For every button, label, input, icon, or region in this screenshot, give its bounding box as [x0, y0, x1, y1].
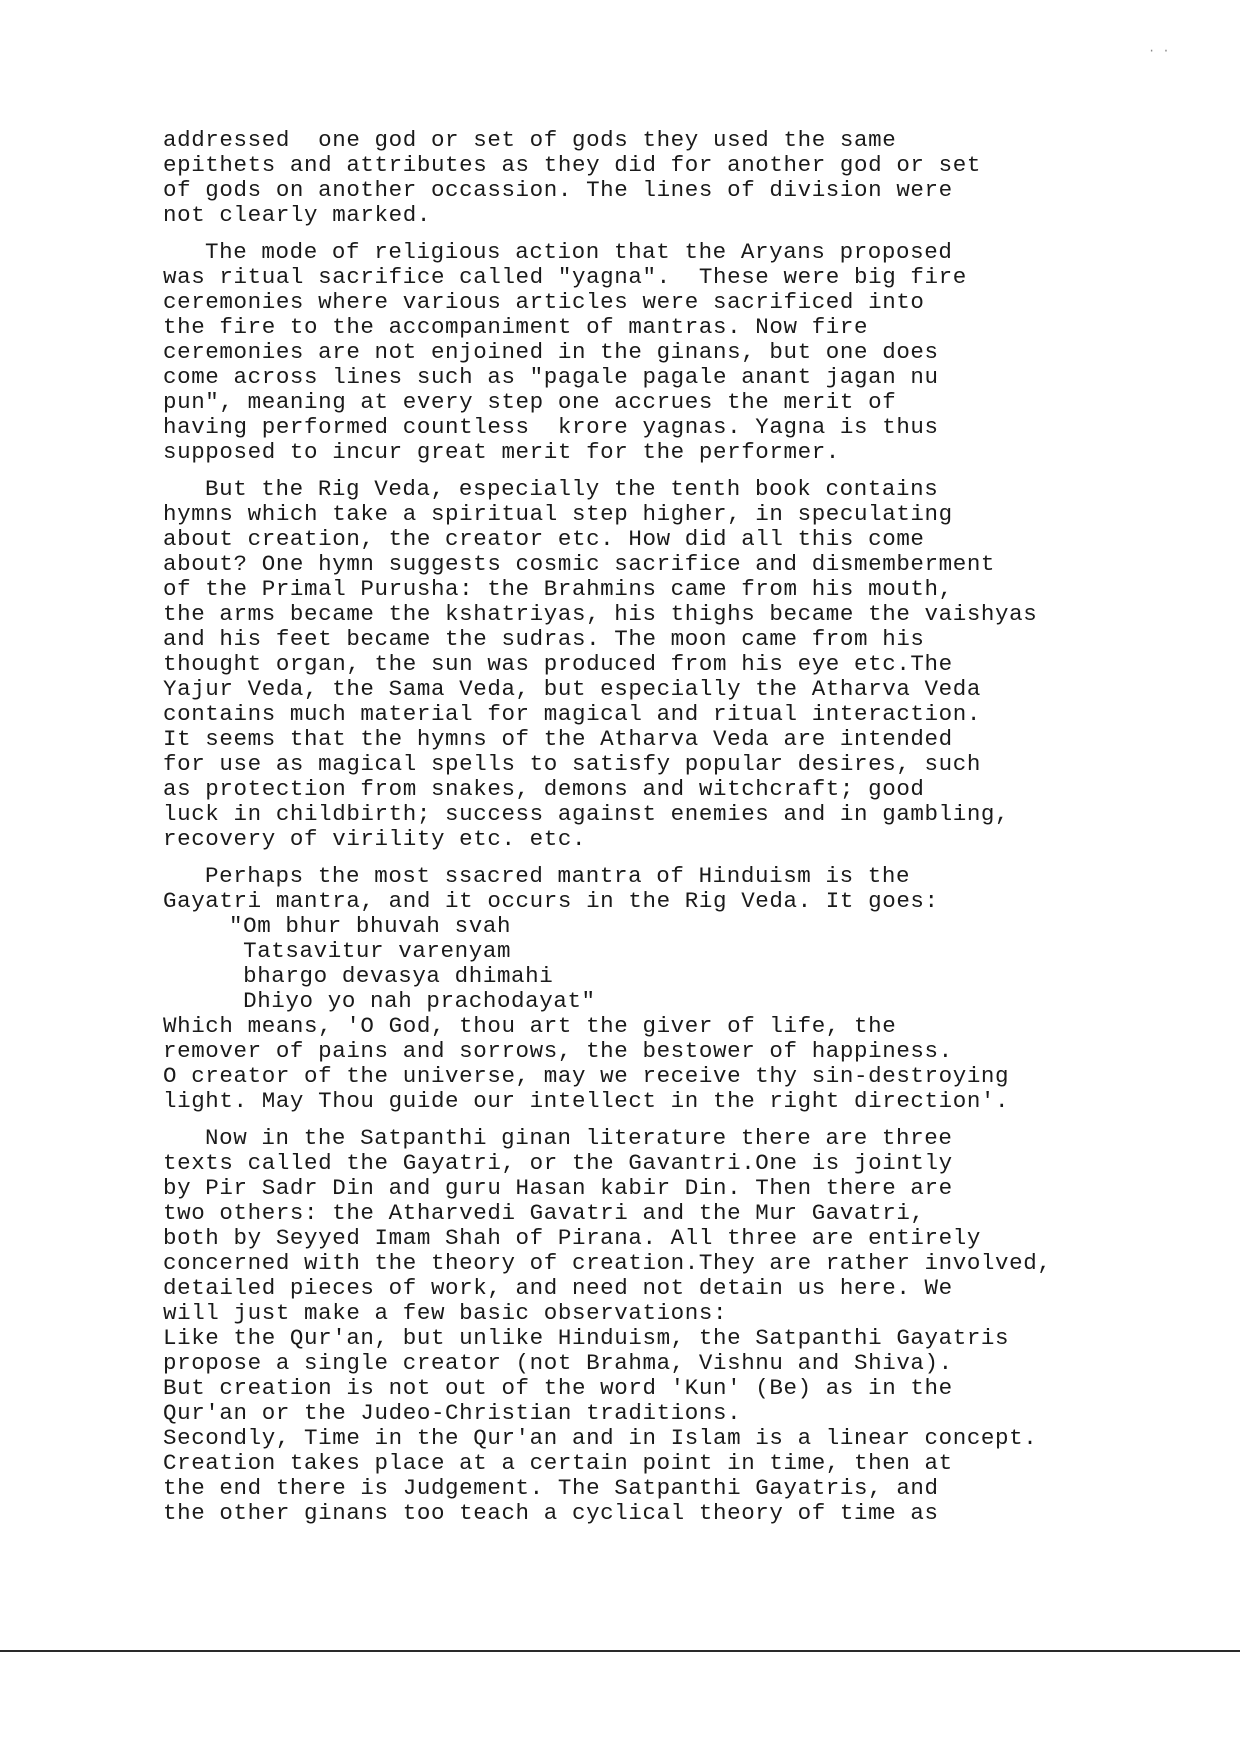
text-line: as protection from snakes, demons and witchcraft; good	[163, 776, 925, 802]
text-line: both by Seyyed Imam Shah of Pirana. All three are entirely	[163, 1225, 981, 1251]
text-line: Which means, 'O God, thou art the giver of life, the	[163, 1013, 897, 1039]
text-line: Perhaps the most ssacred mantra of Hinduism is the	[205, 863, 911, 889]
text-line: about? One hymn suggests cosmic sacrifice and dismemberment	[163, 551, 996, 577]
text-line: Like the Qur'an, but unlike Hinduism, the Satpanthi Gayatris	[163, 1325, 1010, 1351]
text-line: supposed to incur great merit for the performer.	[163, 439, 840, 465]
text-line: was ritual sacrifice called "yagna". These were big fire	[163, 264, 967, 290]
text-line: Now in the Satpanthi ginan literature there are three	[205, 1125, 953, 1151]
mantra-line: bhargo devasya dhimahi	[229, 963, 554, 989]
text-line: propose a single creator (not Brahma, Vishnu and Shiva).	[163, 1350, 953, 1376]
text-line: of gods on another occassion. The lines of division were	[163, 177, 953, 203]
text-line: epithets and attributes as they did for another god or set	[163, 152, 981, 178]
mantra-line: Dhiyo yo nah prachodayat"	[229, 988, 596, 1014]
text-line: Gayatri mantra, and it occurs in the Rig Veda. It goes:	[163, 888, 939, 914]
text-line: the arms became the kshatriyas, his thighs became the vaishyas	[163, 601, 1038, 627]
text-line: of the Primal Purusha: the Brahmins came from his mouth,	[163, 576, 953, 602]
text-line: for use as magical spells to satisfy popular desires, such	[163, 751, 981, 777]
text-line: O creator of the universe, may we receive thy sin-destroying	[163, 1063, 1010, 1089]
paragraph-3	[163, 477, 1123, 852]
page-bottom-rule	[0, 1650, 1240, 1652]
text-line: pun", meaning at every step one accrues the merit of	[163, 389, 897, 415]
text-line: light. May Thou guide our intellect in the right direction'.	[163, 1088, 1010, 1114]
text-line: the other ginans too teach a cyclical theory of time as	[163, 1500, 939, 1526]
text-line: detailed pieces of work, and need not detain us here. We	[163, 1275, 953, 1301]
text-line: recovery of virility etc. etc.	[163, 826, 587, 852]
text-line: two others: the Atharvedi Gavatri and the Mur Gavatri,	[163, 1200, 925, 1226]
text-line: luck in childbirth; success against enemies and in gambling,	[163, 801, 1010, 827]
text-line: contains much material for magical and ritual interaction.	[163, 701, 981, 727]
paragraph-5	[163, 1126, 1123, 1526]
text-line: having performed countless krore yagnas. Yagna is thus	[163, 414, 939, 440]
text-line: addressed one god or set of gods they used the same	[163, 127, 897, 153]
paragraph-1	[163, 128, 1123, 228]
text-line: will just make a few basic observations:	[163, 1300, 728, 1326]
text-line: Creation takes place at a certain point in time, then at	[163, 1450, 953, 1476]
text-line: Secondly, Time in the Qur'an and in Islam is a linear concept.	[163, 1425, 1038, 1451]
text-line: about creation, the creator etc. How did all this come	[163, 526, 925, 552]
text-line: Qur'an or the Judeo-Christian traditions.	[163, 1400, 742, 1426]
text-line: It seems that the hymns of the Atharva Veda are intended	[163, 726, 953, 752]
paragraph-2	[163, 240, 1123, 465]
paragraph-4	[163, 864, 1123, 1114]
text-line: the end there is Judgement. The Satpanthi Gayatris, and	[163, 1475, 939, 1501]
text-line: thought organ, the sun was produced from his eye etc.The	[163, 651, 953, 677]
text-line: come across lines such as "pagale pagale anant jagan nu	[163, 364, 939, 390]
text-line: and his feet became the sudras. The moon came from his	[163, 626, 925, 652]
text-line: ceremonies are not enjoined in the ginans, but one does	[163, 339, 939, 365]
text-line: remover of pains and sorrows, the bestower of happiness.	[163, 1038, 953, 1064]
text-line: by Pir Sadr Din and guru Hasan kabir Din. Then there are	[163, 1175, 953, 1201]
text-line: But the Rig Veda, especially the tenth book contains	[205, 476, 939, 502]
document-page	[163, 128, 1123, 1538]
mantra-line: Tatsavitur varenyam	[229, 938, 512, 964]
mantra-line: "Om bhur bhuvah svah	[229, 913, 512, 939]
text-line: concerned with the theory of creation.They are rather involved,	[163, 1250, 1052, 1276]
text-line: not clearly marked.	[163, 202, 431, 228]
text-line: Yajur Veda, the Sama Veda, but especially the Atharva Veda	[163, 676, 981, 702]
text-line: texts called the Gayatri, or the Gavantri.One is jointly	[163, 1150, 953, 1176]
text-line: the fire to the accompaniment of mantras. Now fire	[163, 314, 869, 340]
margin-scribble: · ·	[1148, 44, 1170, 58]
text-line: hymns which take a spiritual step higher, in speculating	[163, 501, 953, 527]
text-line: ceremonies where various articles were sacrificed into	[163, 289, 925, 315]
text-line: But creation is not out of the word 'Kun' (Be) as in the	[163, 1375, 953, 1401]
text-line: The mode of religious action that the Aryans proposed	[205, 239, 953, 265]
